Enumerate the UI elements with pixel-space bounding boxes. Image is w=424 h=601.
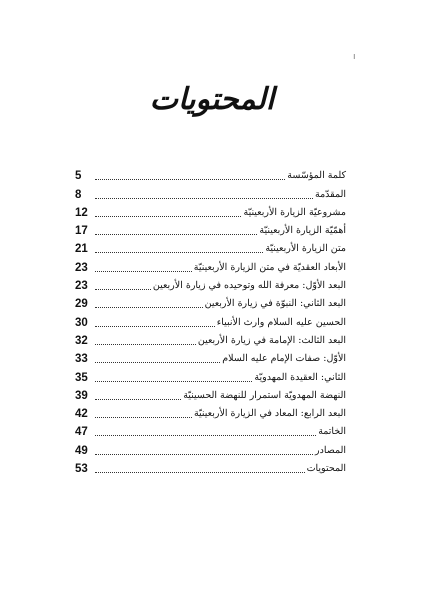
toc-entry[interactable] <box>75 366 346 384</box>
toc-leader-dots <box>95 380 252 382</box>
toc-entry[interactable] <box>75 293 346 311</box>
toc-page-number: 53 <box>75 463 88 476</box>
toc-leader-dots <box>95 416 192 418</box>
toc-entry-title: الأوّل: صفات الإمام عليه السلام <box>222 353 346 365</box>
toc-entry-title: الحسين عليه السلام وارث الأنبياء <box>216 316 346 328</box>
toc-entry-title: البعد الأوّل: معرفة الله وتوحيده في زيارة الأربعين <box>152 280 346 292</box>
page-corner-mark: ı <box>353 52 356 62</box>
toc-entry-title: المصادر <box>315 444 346 456</box>
toc-page-number: 21 <box>75 243 88 256</box>
toc-entry-title: البعد الثالث: الإمامة في زيارة الأربعين <box>197 334 346 346</box>
toc-leader-dots <box>95 343 196 345</box>
toc-entry-title: النهضة المهدويّة استمرار للنهضة الحسينيّة <box>183 389 346 401</box>
toc-entry[interactable] <box>75 311 346 329</box>
toc-page-number: 42 <box>75 408 88 421</box>
toc-leader-dots <box>95 178 285 180</box>
toc-entry[interactable] <box>75 385 346 403</box>
toc-page-number: 5 <box>75 170 82 183</box>
toc-entry[interactable] <box>75 421 346 439</box>
toc-entry-title: متن الزيارة الأربعينيّة <box>265 243 346 255</box>
toc-leader-dots <box>95 361 220 363</box>
toc-leader-dots <box>95 471 305 473</box>
toc-leader-dots <box>95 398 181 400</box>
table-of-contents <box>75 165 346 476</box>
toc-page-number: 30 <box>75 316 88 329</box>
title-area <box>0 82 424 117</box>
toc-leader-dots <box>95 215 241 217</box>
toc-page-number: 12 <box>75 206 88 219</box>
toc-entry-title: أهمّيّة الزيارة الأربعينيّة <box>259 225 346 237</box>
toc-entry[interactable] <box>75 458 346 476</box>
toc-page-number: 33 <box>75 353 88 366</box>
toc-entry-title: المحتويات <box>306 463 346 475</box>
toc-page-number: 32 <box>75 334 88 347</box>
toc-entry[interactable] <box>75 403 346 421</box>
toc-leader-dots <box>95 233 257 235</box>
toc-leader-dots <box>95 251 263 253</box>
toc-entry[interactable] <box>75 275 346 293</box>
toc-entry-title: البعد الرابع: المعاد في الزيارة الأربعينيّة <box>193 408 346 420</box>
toc-leader-dots <box>95 453 313 455</box>
toc-entry[interactable] <box>75 256 346 274</box>
toc-entry[interactable] <box>75 202 346 220</box>
toc-leader-dots <box>95 197 313 199</box>
toc-entry-title: مشروعيّة الزيارة الأربعينيّة <box>243 206 346 218</box>
toc-leader-dots <box>95 325 215 327</box>
toc-entry[interactable] <box>75 220 346 238</box>
toc-entry-title: الثاني: العقيدة المهدويّة <box>254 371 346 383</box>
page-title: المحتويات <box>149 82 275 117</box>
toc-entry-title: المقدّمة <box>314 188 346 200</box>
toc-entry[interactable] <box>75 165 346 183</box>
toc-leader-dots <box>95 306 203 308</box>
toc-page-number: 35 <box>75 371 88 384</box>
toc-entry-title: البعد الثاني: النبوّة في زيارة الأربعين <box>204 298 346 310</box>
toc-page-number: 8 <box>75 188 82 201</box>
toc-page-number: 23 <box>75 261 88 274</box>
toc-entry-title: الخاتمة <box>318 426 346 438</box>
toc-entry[interactable] <box>75 348 346 366</box>
toc-page-number: 29 <box>75 298 88 311</box>
toc-page-number: 23 <box>75 280 88 293</box>
toc-entry-title: الأبعاد العقديّة في متن الزيارة الأربعينيّة <box>193 261 346 273</box>
toc-page-number: 49 <box>75 444 88 457</box>
toc-entry[interactable] <box>75 183 346 201</box>
toc-entry[interactable] <box>75 238 346 256</box>
toc-page-number: 39 <box>75 389 88 402</box>
toc-leader-dots <box>95 434 316 436</box>
toc-leader-dots <box>95 270 192 272</box>
toc-leader-dots <box>95 288 151 290</box>
toc-page-number: 47 <box>75 426 88 439</box>
toc-entry[interactable] <box>75 330 346 348</box>
toc-entry-title: كلمة المؤسّسة <box>287 170 346 182</box>
toc-page-number: 17 <box>75 225 88 238</box>
toc-entry[interactable] <box>75 439 346 457</box>
